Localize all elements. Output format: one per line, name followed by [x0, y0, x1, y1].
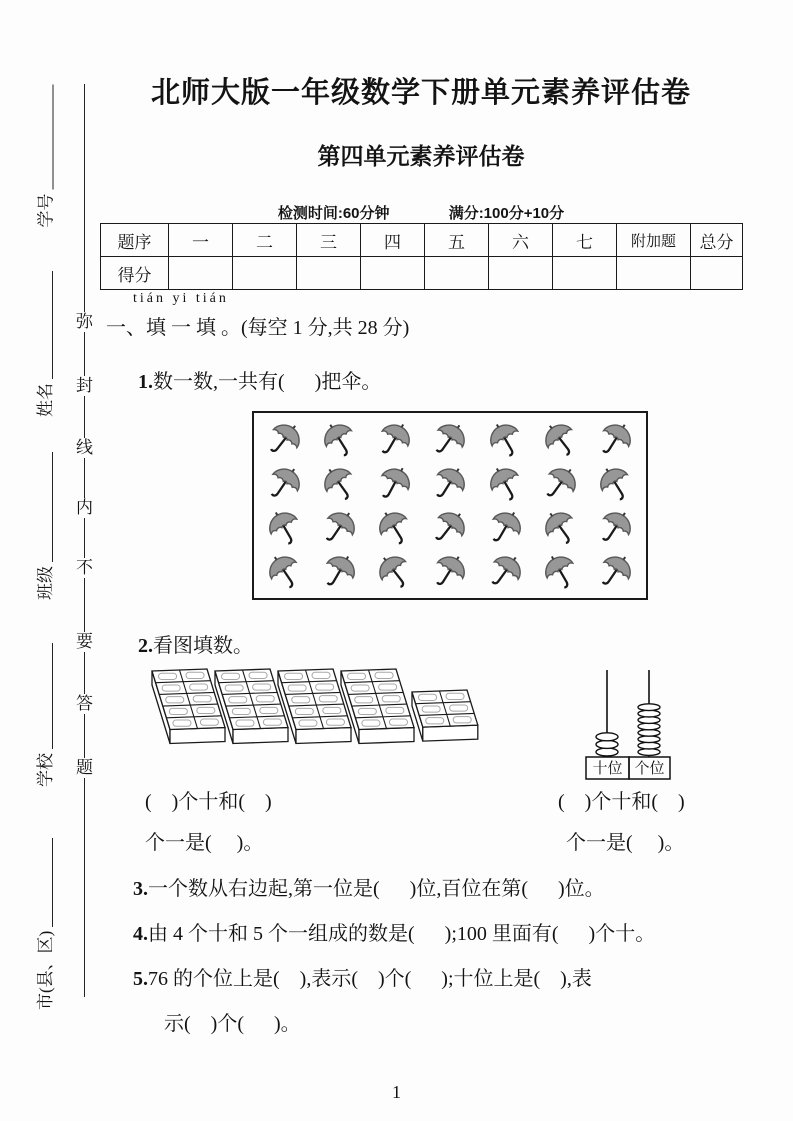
score-table-score-cell: [233, 257, 297, 290]
seal-field-blank-line: [52, 452, 53, 562]
question-5-continued: 示( )个( )。: [164, 1013, 301, 1035]
umbrella-icon: [533, 418, 588, 462]
score-table-score-cell: [553, 257, 617, 290]
score-table-col-header: 四: [361, 224, 425, 257]
seal-line-char: 封: [76, 376, 93, 395]
place-value-label: 个位: [634, 761, 665, 777]
umbrella-icon: [257, 506, 312, 550]
seal-field-school: [33, 643, 57, 787]
seal-field-label: 学号: [36, 193, 55, 227]
umbrella-icon: [533, 462, 588, 506]
score-table: [100, 223, 743, 290]
umbrella-icon: [588, 549, 643, 593]
seal-field-label: 班级: [36, 566, 55, 600]
score-table-col-header: 二: [233, 224, 297, 257]
umbrella-icon: [367, 418, 422, 462]
exam-time: 检测时间:60分钟: [277, 205, 390, 222]
umbrella-icon: [257, 549, 312, 593]
score-table-score-cell: [617, 257, 691, 290]
umbrella-icon: [533, 506, 588, 550]
question-1-number: 1.: [138, 371, 153, 393]
question-2-number: 2.: [138, 635, 153, 657]
page-number: 1: [392, 1082, 401, 1102]
umbrella-figure: [252, 411, 648, 600]
fill-blank-right-2: 个一是( )。: [566, 832, 685, 854]
seal-field-blank-line: [52, 643, 53, 749]
question-2: [138, 629, 253, 658]
seal-field-city: [33, 838, 57, 1010]
seal-line-char: 不: [76, 558, 93, 577]
umbrella-icon: [312, 549, 367, 593]
seal-line: [84, 84, 85, 997]
exam-info: [96, 202, 746, 223]
seal-line-char: 弥: [76, 312, 93, 331]
score-table-score-cell: [489, 257, 553, 290]
umbrella-icon: [422, 418, 477, 462]
question-4-text: 由 4 个十和 5 个一组成的数是( );100 里面有( )个十。: [148, 923, 656, 945]
score-table-score-cell: [425, 257, 489, 290]
base-ten-blocks-figure: [145, 662, 505, 762]
seal-field-blank-line: [52, 271, 53, 379]
umbrella-icon: [588, 506, 643, 550]
question-1: [138, 365, 381, 394]
seal-line-char: 内: [76, 498, 93, 517]
seal-field-label: 姓名: [36, 383, 55, 417]
fill-blank-right-1: ( )个十和( ): [558, 791, 685, 813]
score-table-col-header: 七: [553, 224, 617, 257]
score-table-score-cell: [361, 257, 425, 290]
umbrella-icon: [257, 462, 312, 506]
question-4: [133, 917, 655, 946]
umbrella-icon: [588, 418, 643, 462]
abacus-figure: [578, 662, 682, 784]
seal-field-blank-line: [52, 84, 53, 189]
fill-blank-left-1: ( )个十和( ): [145, 791, 272, 813]
question-3-text: 一个数从右边起,第一位是( )位,百位在第( )位。: [148, 878, 605, 900]
unit-title: 第四单元素养评估卷: [317, 143, 525, 169]
paper-title: 北师大版一年级数学下册单元素养评估卷: [150, 77, 691, 109]
umbrella-icon: [478, 462, 533, 506]
umbrella-icon: [588, 462, 643, 506]
question-5-text: 76 的个位上是( ),表示( )个( );十位上是( ),表: [148, 968, 592, 990]
score-table-col-header: 附加题: [617, 224, 691, 257]
score-table-col-header: 三: [297, 224, 361, 257]
question-3: [133, 872, 605, 901]
umbrella-icon: [312, 462, 367, 506]
seal-field-class: [33, 452, 57, 600]
umbrella-icon: [367, 462, 422, 506]
place-value-label: 十位: [592, 761, 623, 777]
umbrella-icon: [312, 418, 367, 462]
question-4-number: 4.: [133, 923, 148, 945]
score-table-col-header: 总分: [691, 224, 743, 257]
umbrella-icon: [478, 418, 533, 462]
fill-blank-left-2: 个一是( )。: [145, 832, 264, 854]
question-5: [133, 962, 592, 991]
umbrella-icon: [367, 549, 422, 593]
seal-field-student-id: [33, 84, 57, 227]
seal-field-name: [33, 271, 57, 417]
score-table-col-header: 六: [489, 224, 553, 257]
seal-line-char: 题: [76, 758, 93, 777]
question-5-number: 5.: [133, 968, 148, 990]
umbrella-icon: [257, 418, 312, 462]
umbrella-icon: [312, 506, 367, 550]
score-table-score-cell: [691, 257, 743, 290]
umbrella-icon: [478, 549, 533, 593]
score-table-score-cell: [169, 257, 233, 290]
score-table-score-cell: [297, 257, 361, 290]
seal-line-char: 答: [76, 694, 93, 713]
seal-line-char: 要: [76, 632, 93, 651]
pinyin-annotation: tián yi tián: [133, 291, 229, 306]
score-table-col-header: 五: [425, 224, 489, 257]
score-table-corner: 题序: [101, 224, 169, 257]
umbrella-icon: [422, 549, 477, 593]
question-3-number: 3.: [133, 878, 148, 900]
section-1-heading: 一、填 一 填 。(每空 1 分,共 28 分): [106, 317, 410, 339]
umbrella-icon: [367, 506, 422, 550]
score-table-col-header: 一: [169, 224, 233, 257]
question-2-text: 看图填数。: [153, 635, 253, 657]
question-1-text: 数一数,一共有( )把伞。: [153, 371, 382, 393]
seal-field-label: 市(县、区): [36, 930, 55, 1010]
score-table-row-label: 得分: [101, 257, 169, 290]
umbrella-icon: [422, 462, 477, 506]
umbrella-icon: [422, 506, 477, 550]
seal-line-char: 线: [76, 438, 93, 457]
umbrella-icon: [533, 549, 588, 593]
seal-field-label: 学校: [36, 753, 55, 787]
umbrella-icon: [478, 506, 533, 550]
exam-score: 满分:100分+10分: [448, 205, 565, 222]
seal-field-blank-line: [52, 838, 53, 927]
